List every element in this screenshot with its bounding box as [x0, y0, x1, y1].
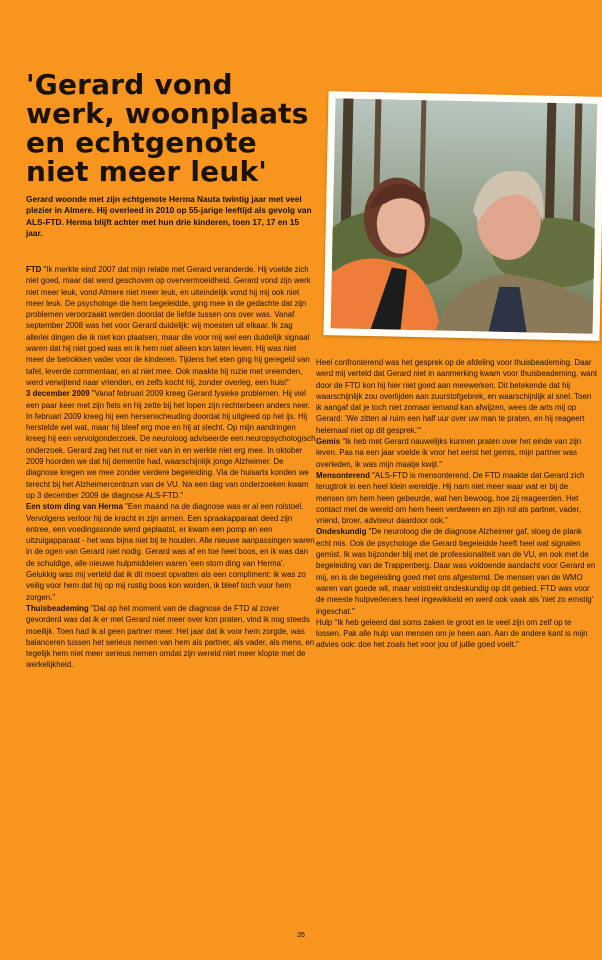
subheading: 3 december 2009: [26, 389, 90, 399]
paragraph-3-december: [26, 388, 316, 501]
subheading: Mensonterend: [316, 470, 370, 480]
title-line: 'Gerard vond: [26, 68, 233, 101]
subheading: Gemis: [316, 437, 341, 447]
paragraph-text: "ALS-FTD is mensonterend. De FTD maakte dat Gerard zich terugtrok in een heel klein wereldje. Hij nam niet meer waar wat er bij de mensen om hem heen gebeurde, wat hen bewoog, hoe zij reageerden. Het contact met de wereld om hem heen verdween en zijn rol als partner, vader, vriend, broer, adviseur daardoor ook.": [316, 470, 585, 526]
paragraph-ftd: [26, 264, 316, 388]
paragraph-text: "De neuroloog die de diagnose Alzheimer gaf, sloeg de plank echt mis. Ook de psychologe die Gerard begeleidde heeft heel wat signalen gemist. Ik was bijzonder blij met de professionaliteit van de VU, en ook met de begeleiding van de Trappenberg. Daar was voldoende aandacht voor Gerard en mij, en is de begeleiding goed met ons afgestemd. De mensen van de WMO waren van goede wil, maar volstrekt ondeskundig op dit gebied. FTD was voor de meeste hulpverleners heel ingewikkeld en werd ook vaak als 'niet zo ernstig' ingeschat.": [316, 527, 596, 616]
couple-photo: [323, 91, 602, 341]
subheading: Ondeskundig: [316, 527, 367, 537]
paragraph-hulp: Hulp "Ik heb geleerd dat soms zaken te groot en te veel zijn om zelf op te lossen. Pak alle hulp van mensen om je heen aan. Aan de andere kant is mijn advies ook: doe het zoals het voor jou of jullie goed voelt.": [316, 617, 588, 650]
paragraph-stom-ding: [26, 501, 316, 603]
paragraph-ondeskundig: [316, 526, 598, 616]
article-lead: Gerard woonde met zijn echtgenote Herma Nauta twintig jaar met veel plezier in Almere. Hij overleed in 2010 op 55-jarige leeftijd als gevolg van ALS-FTD. Herma blijft achter met hun drie kinderen, toen 17, 17 en 15 jaar.: [26, 194, 312, 238]
paragraph-gemis: [316, 436, 598, 470]
article-title: [26, 70, 326, 186]
couple-photo-image: [331, 98, 598, 333]
subheading: FTD: [26, 265, 42, 274]
paragraph-text: "Een maand na de diagnose was er al een rolstoel. Vervolgens verloor hij de kracht in zijn armen. Een spraakapparaat deed zijn entree, een voedingssonde werd geplaatst, er kwam een pomp en een uitzuigapparaat - het was bijna niet bij te houden. Alle nieuwe aanpassingen waren in de ogen van Gerard niet nodig. Gerard was af en toe heel boos, en ik was dan de schuldige, alle nieuwe hulpmiddelen waren 'een stom ding van Herma'. Gelukkig was mij verteld dat ik dit moest opvatten als een compliment: ik was zo veilig voor hem dat hij op mij rustig boos kon worden, ik bleef toch voor hem zorgen.": [26, 502, 315, 602]
title-line: en echtgenote: [26, 126, 257, 159]
title-line: niet meer leuk': [26, 155, 268, 188]
subheading: Een stom ding van Herma: [26, 502, 123, 512]
paragraph-text: "Dat op het moment van de diagnose de FTD al zover gevorderd was dat ik er met Gerard niet meer over kon praten, vind ik nog steeds moeilijk. Toen had ik al geen partner meer. Het jaar dat ik voor hem zorgde, was balanceren tussen het serieus nemen van hem als partner, als vader, als mens, en tegelijk hem niet meer serieus nemen omdat zijn wereld niet meer klopte met de werkelijkheid.: [26, 603, 315, 670]
paragraph-text: "Ik heb met Gerard nauwelijks kunnen praten over het einde van zijn leven. Pas na een jaar voelde ik voor het eerst het gemis, mijn partner was overleden, ik was mijn maatje kwijt.": [316, 437, 582, 469]
subheading: Thuisbeademing: [26, 603, 89, 613]
title-line: werk, woonplaats: [26, 97, 309, 130]
paragraph-mensonterend: [316, 470, 598, 526]
article-column-right: [316, 357, 598, 651]
paragraph-text: "Ik merkte eind 2007 dat mijn relatie met Gerard veranderde. Hij voelde zich niet goed, maar dat werd geschoven op oververmoeidheid. Gerard vond zijn werk niet meer leuk, vond Almere niet meer leuk, en uiteindelijk vond hij mij ook niet meer leuk. De psychologe die hem begeleidde, ging mee in de gedachte dat zijn problemen veroorzaakt werden doordat de liefde tussen ons over was. Vanaf september 2008 was het voor Gerard duidelijk: wij moesten uit elkaar. Ik zag allerlei dingen die ik niet kon plaatsen, maar die voor mij wel een duidelijk signaal waren dat hij niet goed was en ik hem niet alleen kon laten leven. Hij was niet meer de betrokken vader voor de kinderen. Tijdens het eten ging hij geregeld van tafel, leverde commentaar, en at niet mee. Ook maakte hij ruzie met vreemden, werd verwijtend naar vrienden, en zelfs kocht hij, zonder overleg, een huis!": [26, 265, 311, 387]
paragraph-continued: Heel confronterend was het gesprek op de afdeling voor thuisbeademing. Daar werd mij verteld dat Gerard niet in aanmerking kwam voor thuisbeademing, want door de FTD kon hij hier niet goed aan meewerken. Dit betekende dat hij waarschijnlijk zou overlijden aan zuurstofgebrek, en waarschijnlijk al snel. Toen ik aangaf dat je toch niet zomaar iemand kan afwijzen, wees de arts mij op Gerard: 'We zitten al ruim een half uur over uw man te praten, en hij reageert helemaal niet op dit gesprek.'": [316, 358, 598, 435]
paragraph-text: "Vanaf februari 2009 kreeg Gerard fysieke problemen. Hij viel een paar keer met zijn fiets en hij zette bij het lopen zijn rechterbeen anders neer. In februari 2009 kreeg hij een hersenscheuding doordat hij uitgleed op het ijs. Hij herstelde wel wat, maar hij bleef erg moe en hij at slecht. Op mijn aandringen kreeg hij een vervolgonderzoek. De neuroloog adviseerde een neuropsychologisch onderzoek. Gerard zag het nut er niet van in en werkte niet erg mee. In oktober 2009 hoorden we dat hij dementie had, waarschijnlijk jonge Alzheimer. De diagnose kregen we mee zonder verdere begeleiding. Via de huisarts konden we terecht bij het Alzheimercentrum van de VU. Na een dag van onderzoeken kwam op 3 december 2009 de diagnose ALS-FTD.": [26, 389, 316, 500]
page-number: 35: [297, 932, 305, 939]
paragraph-thuisbeademing: [26, 603, 316, 671]
article-column-left: [26, 264, 316, 671]
